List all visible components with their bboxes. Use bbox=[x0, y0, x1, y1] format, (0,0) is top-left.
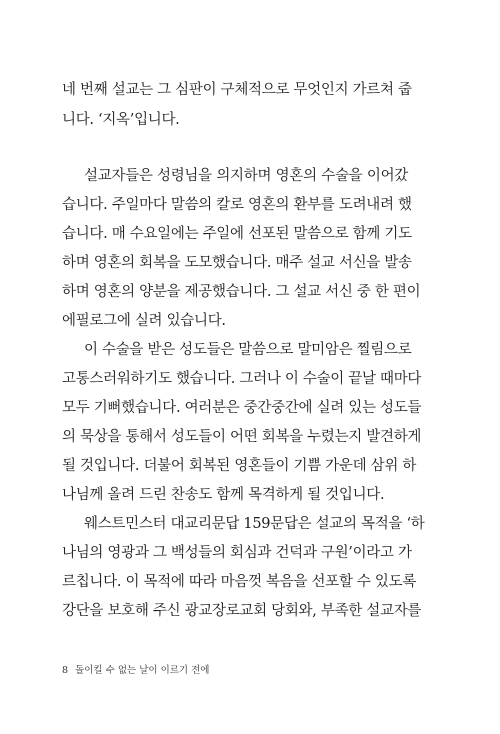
body-line: 나님의 영광과 그 백성들의 회심과 건덕과 구원’이라고 가 bbox=[62, 545, 412, 561]
body-line: 습니다. 매 수요일에는 주일에 선포된 말씀으로 함께 기도 bbox=[62, 226, 412, 242]
page-number: 8 bbox=[62, 665, 69, 676]
body-line: 네 번째 설교는 그 심판이 구체적으로 무엇인지 가르쳐 줍 bbox=[62, 82, 412, 98]
body-line: 에필로그에 실려 있습니다. bbox=[62, 313, 226, 329]
running-title: 돌이킬 수 없는 날이 이르기 전에 bbox=[75, 665, 210, 676]
body-line: 웨스트민스터 대교리문답 159문답은 설교의 목적을 ‘하 bbox=[84, 516, 425, 532]
body-line: 고통스러워하기도 했습니다. 그러나 이 수술이 끝날 때마다 bbox=[62, 371, 422, 387]
body-line: 니다. ‘지옥’입니다. bbox=[62, 112, 180, 128]
body-line: 르칩니다. 이 목적에 따라 마음껏 복음을 선포할 수 있도록 bbox=[62, 574, 417, 590]
body-line: 하며 영혼의 회복을 도모했습니다. 매주 설교 서신을 발송 bbox=[62, 255, 412, 271]
body-line: 모두 기뻐했습니다. 여러분은 중간중간에 실려 있는 성도들 bbox=[62, 400, 422, 416]
body-line: 될 것입니다. 더불어 회복된 영혼들이 기쁨 가운데 삼위 하 bbox=[62, 458, 417, 474]
body-line: 강단을 보호해 주신 광교장로교회 당회와, 부족한 설교자를 bbox=[62, 603, 422, 619]
body-line: 습니다. 주일마다 말씀의 칼로 영혼의 환부를 도려내려 했 bbox=[62, 197, 412, 213]
page-footer bbox=[62, 665, 209, 677]
body-line: 의 묵상을 통해서 성도들이 어떤 회복을 누렸는지 발견하게 bbox=[62, 429, 422, 445]
body-line: 이 수술을 받은 성도들은 말씀으로 말미암은 찔림으로 bbox=[84, 342, 412, 358]
body-line: 나님께 올려 드린 찬송도 함께 목격하게 될 것입니다. bbox=[62, 487, 385, 503]
body-line: 하며 영혼의 양분을 제공했습니다. 그 설교 서신 중 한 편이 bbox=[62, 284, 421, 300]
body-line: 설교자들은 성령님을 의지하며 영혼의 수술을 이어갔 bbox=[84, 168, 408, 184]
